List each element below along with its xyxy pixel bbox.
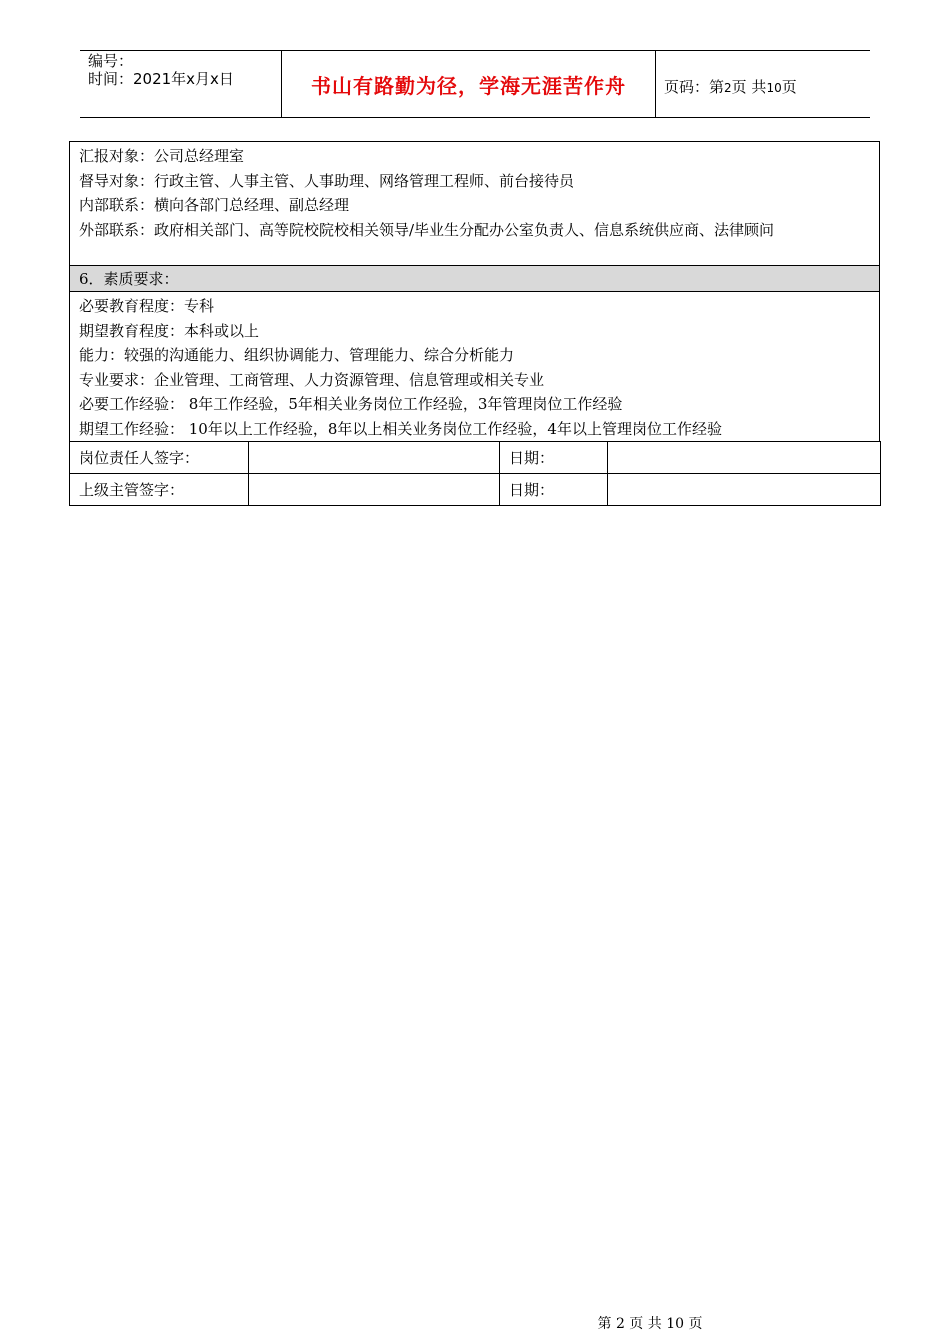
expected-education-line: 期望教育程度：本科或以上 (79, 321, 260, 340)
number-label: 编号： (88, 52, 134, 70)
page-mid: 页 共 (731, 78, 767, 96)
supervisor-date-field[interactable] (608, 474, 881, 506)
page-label: 页码：第 (664, 78, 725, 96)
supervisor-date-label: 日期： (500, 474, 608, 506)
page-suffix: 页 (781, 78, 797, 96)
required-education-line: 必要教育程度：专科 (79, 297, 215, 315)
time-label: 时间：2021年x月x日 (88, 70, 234, 88)
table-row (70, 442, 881, 474)
page-current: 2 (724, 81, 732, 95)
header-top-rule (80, 50, 870, 51)
supervisor-signature-label: 上级主管签字： (70, 474, 249, 506)
table-row (70, 474, 881, 506)
header-motto: 书山有路勤为径，学海无涯苦作舟 (311, 74, 626, 98)
internal-contact-line: 内部联系：横向各部门总经理、副总经理 (79, 196, 350, 214)
qualifications-block (69, 291, 880, 442)
report-to-line: 汇报对象：公司总经理室 (79, 147, 245, 165)
supervisor-signature-field[interactable] (249, 474, 500, 506)
holder-date-field[interactable] (608, 442, 881, 474)
header-bottom-rule (80, 117, 870, 118)
page-footer: 第 2 页 共 10 页 (597, 1316, 703, 1332)
holder-signature-label: 岗位责任人签字： (70, 442, 249, 474)
section-title: 6．素质要求： (79, 270, 179, 288)
header-divider-right (655, 50, 656, 117)
required-experience-line: 必要工作经验： 8年工作经验，5年相关业务岗位工作经验，3年管理岗位工作经验 (79, 395, 623, 413)
holder-signature-field[interactable] (249, 442, 500, 474)
section-heading-qualifications (69, 265, 880, 292)
page-total: 10 (766, 81, 782, 95)
expected-experience-line: 期望工作经验： 10年以上工作经验，8年以上相关业务岗位工作经验，4年以上管理岗位工作经验 (79, 419, 722, 438)
holder-date-label: 日期： (500, 442, 608, 474)
relations-block (69, 141, 880, 266)
supervise-line: 督导对象：行政主管、人事主管、人事助理、网络管理工程师、前台接待员 (79, 171, 575, 190)
header-page-info (664, 76, 797, 97)
ability-line: 能力：较强的沟通能力、组织协调能力、管理能力、综合分析能力 (79, 346, 515, 364)
external-contact-line: 外部联系：政府相关部门、高等院校院校相关领导/毕业生分配办公室负责人、信息系统供应商、法律顾问 (79, 220, 775, 239)
major-line: 专业要求：企业管理、工商管理、人力资源管理、信息管理或相关专业 (79, 370, 545, 389)
header-meta (88, 52, 234, 88)
signature-table (69, 441, 881, 506)
